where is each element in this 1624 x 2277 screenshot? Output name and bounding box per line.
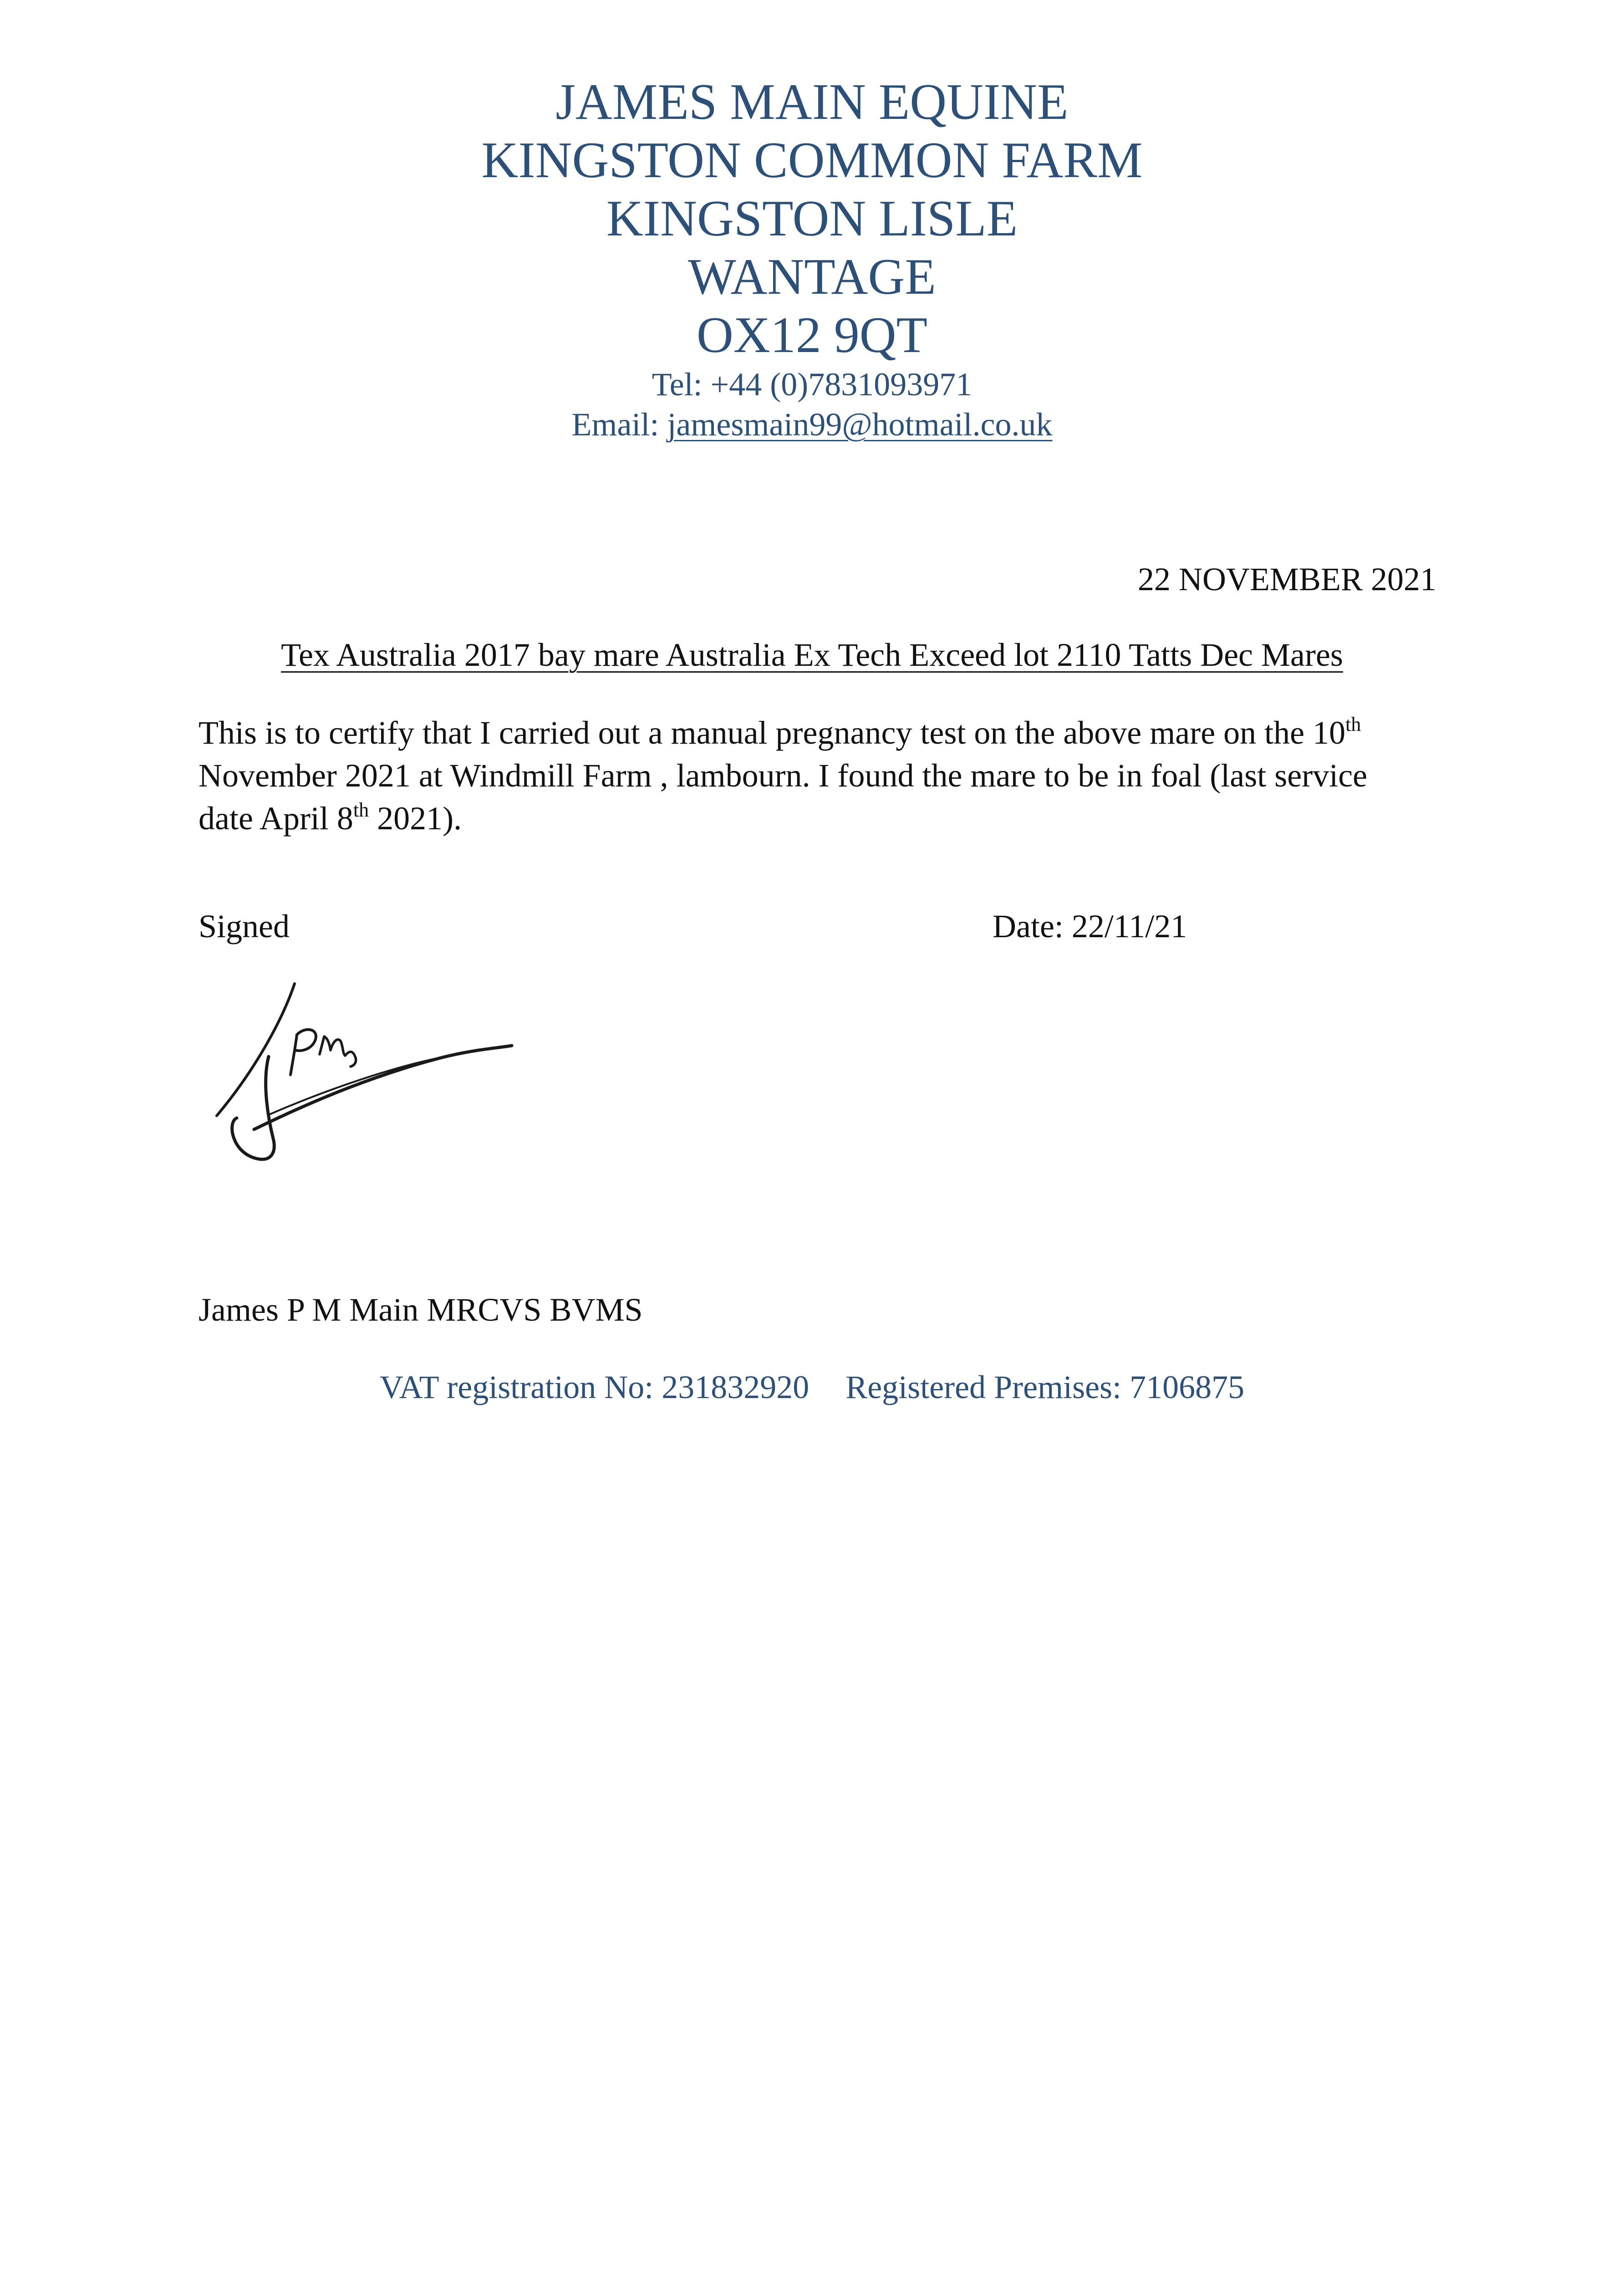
email-link[interactable]: jamesmain99@hotmail.co.uk <box>667 406 1053 443</box>
address-line-village: KINGSTON LISLE <box>606 190 1018 247</box>
letter-date: 22 NOVEMBER 2021 <box>1137 561 1436 597</box>
signature-stroke <box>217 984 295 1116</box>
registered-premises: Registered Premises: 7106875 <box>845 1369 1245 1405</box>
address-line-town: WANTAGE <box>688 249 936 305</box>
email-line <box>0 404 1624 444</box>
subject-line <box>0 635 1624 675</box>
subject-text: Tex Australia 2017 bay mare Australia Ex Tech Exceed lot 2110 Tatts Dec Mares <box>281 637 1343 673</box>
certificate-body <box>199 711 1446 840</box>
signature-date: Date: 22/11/21 <box>993 908 1187 944</box>
footer <box>0 1367 1624 1407</box>
handwritten-signature <box>200 947 528 1202</box>
address-postcode: OX12 9QT <box>696 307 928 363</box>
body-line-2: November 2021 at Windmill Farm , lambourn. I found the mare to be in foal (last service <box>199 757 1368 794</box>
signature-stroke <box>232 1057 275 1159</box>
email-label: Email: <box>571 406 667 443</box>
body-line-1 <box>199 711 1446 754</box>
address-line-farm: KINGSTON COMMON FARM <box>481 132 1143 189</box>
signature-stroke <box>320 1036 356 1067</box>
signed-label: Signed <box>199 908 290 944</box>
ordinal-suffix: th <box>353 799 369 821</box>
signature-stroke <box>290 1030 316 1075</box>
telephone: Tel: +44 (0)7831093971 <box>652 366 972 403</box>
body-line-3-pre: date April 8 <box>199 800 353 837</box>
body-line-3-post: 2021). <box>369 800 462 837</box>
letterhead <box>0 73 1624 444</box>
body-line-1-text: This is to certify that I carried out a manual pregnancy test on the above mare on the 10 <box>199 715 1346 751</box>
practice-name: JAMES MAIN EQUINE <box>555 74 1069 130</box>
body-line-3 <box>199 797 1446 840</box>
signer-name: James P M Main MRCVS BVMS <box>199 1292 643 1328</box>
vat-registration: VAT registration No: 231832920 <box>379 1369 809 1405</box>
ordinal-suffix: th <box>1345 713 1361 735</box>
